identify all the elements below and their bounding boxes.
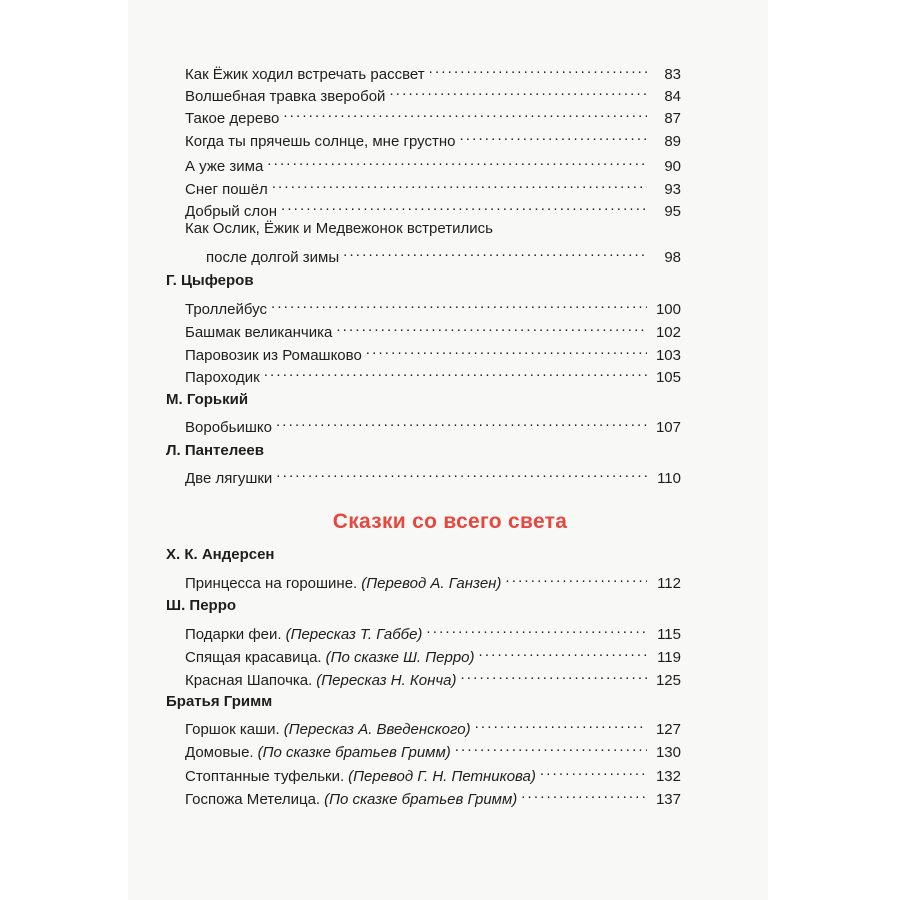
entry-page: 105 (655, 369, 681, 386)
dot-leader (281, 196, 647, 216)
toc-entry (185, 665, 681, 691)
author-heading: Х. К. Андерсен (166, 546, 275, 563)
entry-page: 115 (657, 626, 681, 643)
entry-title: Горшок каши. (185, 721, 280, 738)
dot-leader (475, 714, 647, 734)
toc-entry (185, 568, 681, 594)
entry-note: (По сказке братьев Гримм) (324, 791, 518, 808)
entry-title: Такое дерево (185, 110, 280, 127)
entry-title-line-2: после долгой зимы (206, 249, 340, 266)
dot-leader (460, 665, 647, 685)
entry-note: (По сказке Ш. Перро) (325, 649, 475, 666)
entry-title: Как Ёжик ходил встречать рассвет (185, 66, 425, 83)
entry-title: Волшебная травка зверобой (185, 88, 386, 105)
toc-entry (185, 737, 681, 763)
entry-title: Стоптанные туфельки. (185, 768, 345, 785)
dot-leader (505, 568, 647, 588)
author-heading: Л. Пантелеев (166, 442, 264, 459)
entry-title: Когда ты прячешь солнце, мне грустно (185, 133, 456, 150)
dot-leader (389, 81, 647, 101)
toc-entry (206, 242, 681, 268)
dot-leader (366, 340, 647, 360)
entry-page: 137 (655, 791, 681, 808)
entry-page: 107 (655, 419, 681, 436)
toc-entry (185, 126, 681, 152)
entry-page: 127 (655, 721, 681, 738)
dot-leader (264, 362, 647, 382)
entry-page: 103 (655, 347, 681, 364)
dot-leader (283, 103, 647, 123)
toc-entry (185, 784, 681, 810)
entry-title: Подарки феи. (185, 626, 282, 643)
entry-page: 102 (655, 324, 681, 341)
entry-title: Пароходик (185, 369, 260, 386)
dot-leader (272, 174, 647, 194)
dot-leader (429, 59, 647, 79)
dot-leader (276, 412, 647, 432)
entry-title: Добрый слон (185, 203, 277, 220)
dot-leader (271, 294, 647, 314)
entry-page: 93 (664, 181, 681, 198)
dot-leader (426, 619, 647, 639)
entry-page: 84 (664, 88, 681, 105)
author-heading: Г. Цыферов (166, 272, 254, 289)
entry-note: (Пересказ Т. Габбе) (285, 626, 423, 643)
dot-leader (343, 242, 647, 262)
entry-title: Троллейбус (185, 301, 267, 318)
dot-leader (540, 761, 647, 781)
dot-leader (267, 151, 647, 171)
entry-title: Снег пошёл (185, 181, 268, 198)
dot-leader (455, 737, 647, 757)
entry-page: 90 (664, 158, 681, 175)
toc-entry (185, 412, 681, 438)
dot-leader (521, 784, 647, 804)
toc-entry (185, 463, 681, 489)
entry-page: 89 (664, 133, 681, 150)
entry-page: 132 (655, 768, 681, 785)
entry-page: 112 (657, 575, 681, 592)
author-heading: М. Горький (166, 391, 249, 408)
entry-title-line-1: Как Ослик, Ёжик и Медвежонок встретились (185, 220, 493, 237)
entry-page: 98 (664, 249, 681, 266)
toc-entry (185, 362, 681, 388)
entry-title: Домовые. (185, 744, 254, 761)
dot-leader (459, 126, 647, 146)
entry-page: 83 (664, 66, 681, 83)
entry-note: (Пересказ А. Введенского) (283, 721, 471, 738)
entry-note: (Перевод А. Ганзен) (361, 575, 502, 592)
entry-page: 125 (655, 672, 681, 689)
entry-title: А уже зима (185, 158, 264, 175)
entry-title: Принцесса на горошине. (185, 575, 358, 592)
dot-leader (479, 642, 647, 662)
entry-note: (Перевод Г. Н. Петникова) (348, 768, 536, 785)
section-title: Сказки со всего света (332, 510, 568, 533)
author-heading: Ш. Перро (166, 597, 237, 614)
author-heading: Братья Гримм (166, 693, 273, 710)
entry-title: Паровозик из Ромашково (185, 347, 362, 364)
entry-note: (Пересказ Н. Конча) (316, 672, 457, 689)
entry-page: 130 (655, 744, 681, 761)
entry-title: Спящая красавица. (185, 649, 322, 666)
entry-page: 110 (657, 470, 681, 487)
entry-title: Красная Шапочка. (185, 672, 313, 689)
entry-title: Воробьишко (185, 419, 272, 436)
entry-page: 119 (657, 649, 681, 666)
entry-title: Две лягушки (185, 470, 273, 487)
entry-page: 87 (664, 110, 681, 127)
dot-leader (276, 463, 647, 483)
entry-page: 95 (664, 203, 681, 220)
entry-title: Башмак великанчика (185, 324, 333, 341)
entry-page: 100 (655, 301, 681, 318)
entry-title: Госпожа Метелица. (185, 791, 321, 808)
entry-note: (По сказке братьев Гримм) (257, 744, 451, 761)
dot-leader (336, 317, 647, 337)
